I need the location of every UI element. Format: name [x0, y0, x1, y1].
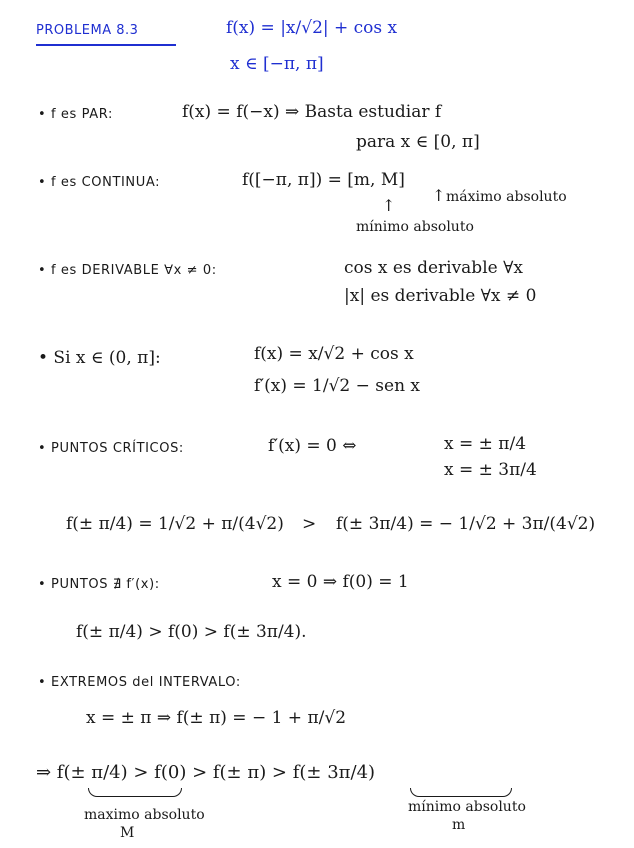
continua-equation: f([−π, π]) = [m, M] — [242, 170, 405, 190]
si-heading: • Si x ∈ (0, π]: — [38, 348, 161, 368]
function-domain: x ∈ [−π, π] — [230, 54, 324, 74]
minimo-absoluto-note: mínimo absoluto — [356, 219, 474, 235]
derivable-abs: |x| es derivable ∀x ≠ 0 — [344, 286, 537, 306]
max-brace — [88, 788, 182, 797]
maximo-absoluto-label: maximo absoluto — [84, 807, 205, 823]
final-comparison: ⇒ f(± π/4) > f(0) > f(± π) > f(± 3π/4) — [36, 762, 376, 783]
problem-title: PROBLEMA 8.3 — [36, 23, 139, 38]
title-underline — [36, 44, 176, 46]
criticos-heading: • PUNTOS CRÍTICOS: — [38, 441, 184, 456]
criticos-equation: f′(x) = 0 ⇔ — [268, 436, 357, 456]
derivable-cos: cos x es derivable ∀x — [344, 258, 523, 278]
min-arrow-icon: ↑ — [382, 196, 396, 215]
min-brace — [410, 788, 512, 797]
min-letter: m — [452, 817, 466, 833]
max-arrow-icon: ↑ — [432, 186, 446, 205]
criticos-x2: x = ± 3π/4 — [444, 460, 537, 480]
critical-greater: > — [302, 514, 317, 534]
critical-value-left: f(± π/4) = 1/√2 + π/(4√2) — [66, 514, 284, 534]
comparison-line: f(± π/4) > f(0) > f(± 3π/4). — [76, 622, 307, 642]
maximo-absoluto-note: máximo absoluto — [446, 189, 567, 205]
extremos-equation: x = ± π ⇒ f(± π) = − 1 + π/√2 — [86, 708, 347, 728]
no-derivable-equation: x = 0 ⇒ f(0) = 1 — [272, 572, 409, 592]
no-derivable-heading: • PUNTOS ∄ f′(x): — [38, 577, 160, 592]
par-range: para x ∈ [0, π] — [356, 132, 480, 152]
max-letter: M — [120, 825, 135, 841]
minimo-absoluto-label: mínimo absoluto — [408, 799, 526, 815]
par-equation: f(x) = f(−x) ⇒ Basta estudiar f — [182, 102, 442, 122]
si-function: f(x) = x/√2 + cos x — [254, 344, 414, 364]
derivable-heading: • f es DERIVABLE ∀x ≠ 0: — [38, 263, 217, 278]
criticos-x1: x = ± π/4 — [444, 434, 527, 454]
critical-value-right: f(± 3π/4) = − 1/√2 + 3π/(4√2) — [336, 514, 596, 534]
function-definition: f(x) = |x/√2| + cos x — [226, 18, 398, 38]
extremos-heading: • EXTREMOS del INTERVALO: — [38, 675, 241, 690]
si-derivative: f′(x) = 1/√2 − sen x — [254, 376, 421, 396]
par-heading: • f es PAR: — [38, 107, 113, 122]
continua-heading: • f es CONTINUA: — [38, 175, 161, 190]
